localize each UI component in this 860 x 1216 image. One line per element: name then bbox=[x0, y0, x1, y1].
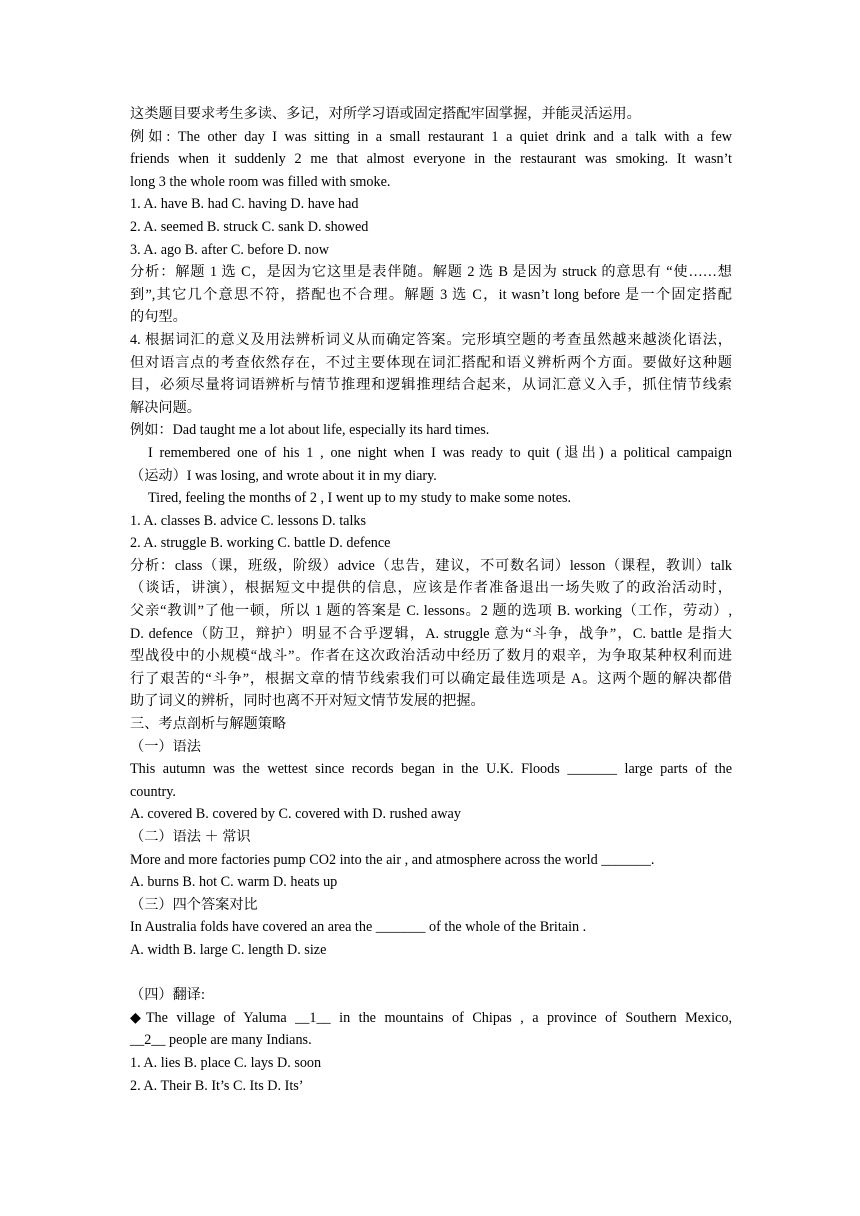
text-line: 这类题目要求考生多读、多记，对所学习语或固定搭配牢固掌握，并能灵活运用。 bbox=[130, 106, 641, 122]
text-line: （四）翻译: bbox=[130, 987, 205, 1004]
text-line: 分析：解题 1 选 C，是因为它这里是表伴随。解题 2 选 B 是因为 struck 的意思有 “使……想 bbox=[130, 264, 732, 281]
text-line: country. bbox=[130, 783, 176, 800]
text-line: （谈话，讲演），根据短文中提供的信息，应该是作者准备退出一场失败了的政治活动时， bbox=[130, 580, 732, 597]
text-line: D. defence（防卫，辩护）明显不合乎逻辑，A. struggle 意为“斗争，战争”，C. battle 是指大 bbox=[130, 625, 732, 642]
text-line: Tired, feeling the months of 2 , I went up to my study to make some notes. bbox=[148, 490, 572, 507]
text-line: 三、考点剖析与解题策略 bbox=[130, 716, 287, 733]
text-line: （运动）I was losing, and wrote about it in my diary. bbox=[130, 467, 437, 484]
document-page bbox=[130, 103, 732, 1097]
text-line: 但对语言点的考查依然存在，不过主要体现在词汇搭配和语义辨析两个方面。要做好这种题 bbox=[130, 354, 732, 371]
text-line: 行了艰苦的“斗争”，根据文章的情节线索我们可以确定最佳选项是 A。这两个题的解决都借 bbox=[130, 670, 732, 687]
text-line: A. burns B. hot C. warm D. heats up bbox=[130, 874, 338, 891]
text-line: 2. A. Their B. It’s C. Its D. Its’ bbox=[130, 1077, 304, 1094]
text-line: In Australia folds have covered an area the _______ of the whole of the Britain . bbox=[130, 919, 587, 936]
text-line: 助了词义的辨析，同时也离不开对短文情节发展的把握。 bbox=[130, 693, 485, 710]
text-line: friends when it suddenly 2 me that almost everyone in the restaurant was smoking. It wasn’t bbox=[130, 151, 732, 168]
text-line: 例如：Dad taught me a lot about life, especially its hard times. bbox=[130, 422, 490, 439]
text-line: More and more factories pump CO2 into the air , and atmosphere across the world _______. bbox=[130, 851, 655, 868]
text-line: 型战役中的小规模“战斗”。作者在这次政治活动中经历了数月的艰辛，为争取某种权利而进 bbox=[130, 648, 732, 665]
text-line: 4. 根据词汇的意义及用法辨析词义从而确定答案。完形填空题的考查虽然越来越淡化语法， bbox=[130, 331, 732, 348]
text-line: 2. A. struggle B. working C. battle D. defence bbox=[130, 535, 391, 552]
text-line: 的句型。 bbox=[130, 309, 187, 326]
text-line: long 3 the whole room was filled with smoke. bbox=[130, 173, 391, 190]
text-line: 1. A. classes B. advice C. lessons D. talks bbox=[130, 512, 367, 529]
text-line: 例如: The other day I was sitting in a small restaurant 1 a quiet drink and a talk with a few bbox=[130, 128, 732, 145]
text-line: This autumn was the wettest since records began in the U.K. Floods _______ large parts of the bbox=[130, 761, 732, 778]
text-line: A. width B. large C. length D. size bbox=[130, 941, 327, 958]
text-line: I remembered one of his 1 , one night when I was ready to quit (退出) a political campaign bbox=[148, 444, 732, 461]
text-line: 解决问题。 bbox=[130, 399, 201, 416]
text-line: 目，必须尽量将词语辨析与情节推理和逻辑推理结合起来，从词汇意义入手，抓住情节线索 bbox=[130, 377, 732, 394]
text-line: A. covered B. covered by C. covered with D. rushed away bbox=[130, 806, 461, 823]
text-line: __2__ people are many Indians. bbox=[130, 1032, 312, 1049]
text-line: （一）语法 bbox=[130, 738, 201, 755]
text-line: 1. A. have B. had C. having D. have had bbox=[130, 196, 359, 213]
text-line: 父亲“教训”了他一顿，所以 1 题的答案是 C. lessons。2 题的选项 B. working（工作，劳动）, bbox=[130, 603, 732, 620]
text-line: （二）语法 ＋ 常识 bbox=[130, 829, 251, 845]
text-line: ◆The village of Yaluma __1__ in the mountains of Chipas , a province of Southern Mexico, bbox=[130, 1009, 732, 1026]
text-line: （三）四个答案对比 bbox=[130, 896, 258, 913]
blank-line bbox=[130, 962, 732, 985]
text-line: 分析：class（课，班级，阶级）advice（忠告，建议，不可数名词）lesson（课程，教训）talk bbox=[130, 557, 732, 574]
text-line: 到”,其它几个意思不符，搭配也不合理。解题 3 选 C，it wasn’t long before 是一个固定搭配 bbox=[130, 286, 732, 303]
text-line: 2. A. seemed B. struck C. sank D. showed bbox=[130, 218, 369, 235]
text-line: 3. A. ago B. after C. before D. now bbox=[130, 241, 329, 258]
text-line: 1. A. lies B. place C. lays D. soon bbox=[130, 1054, 322, 1071]
